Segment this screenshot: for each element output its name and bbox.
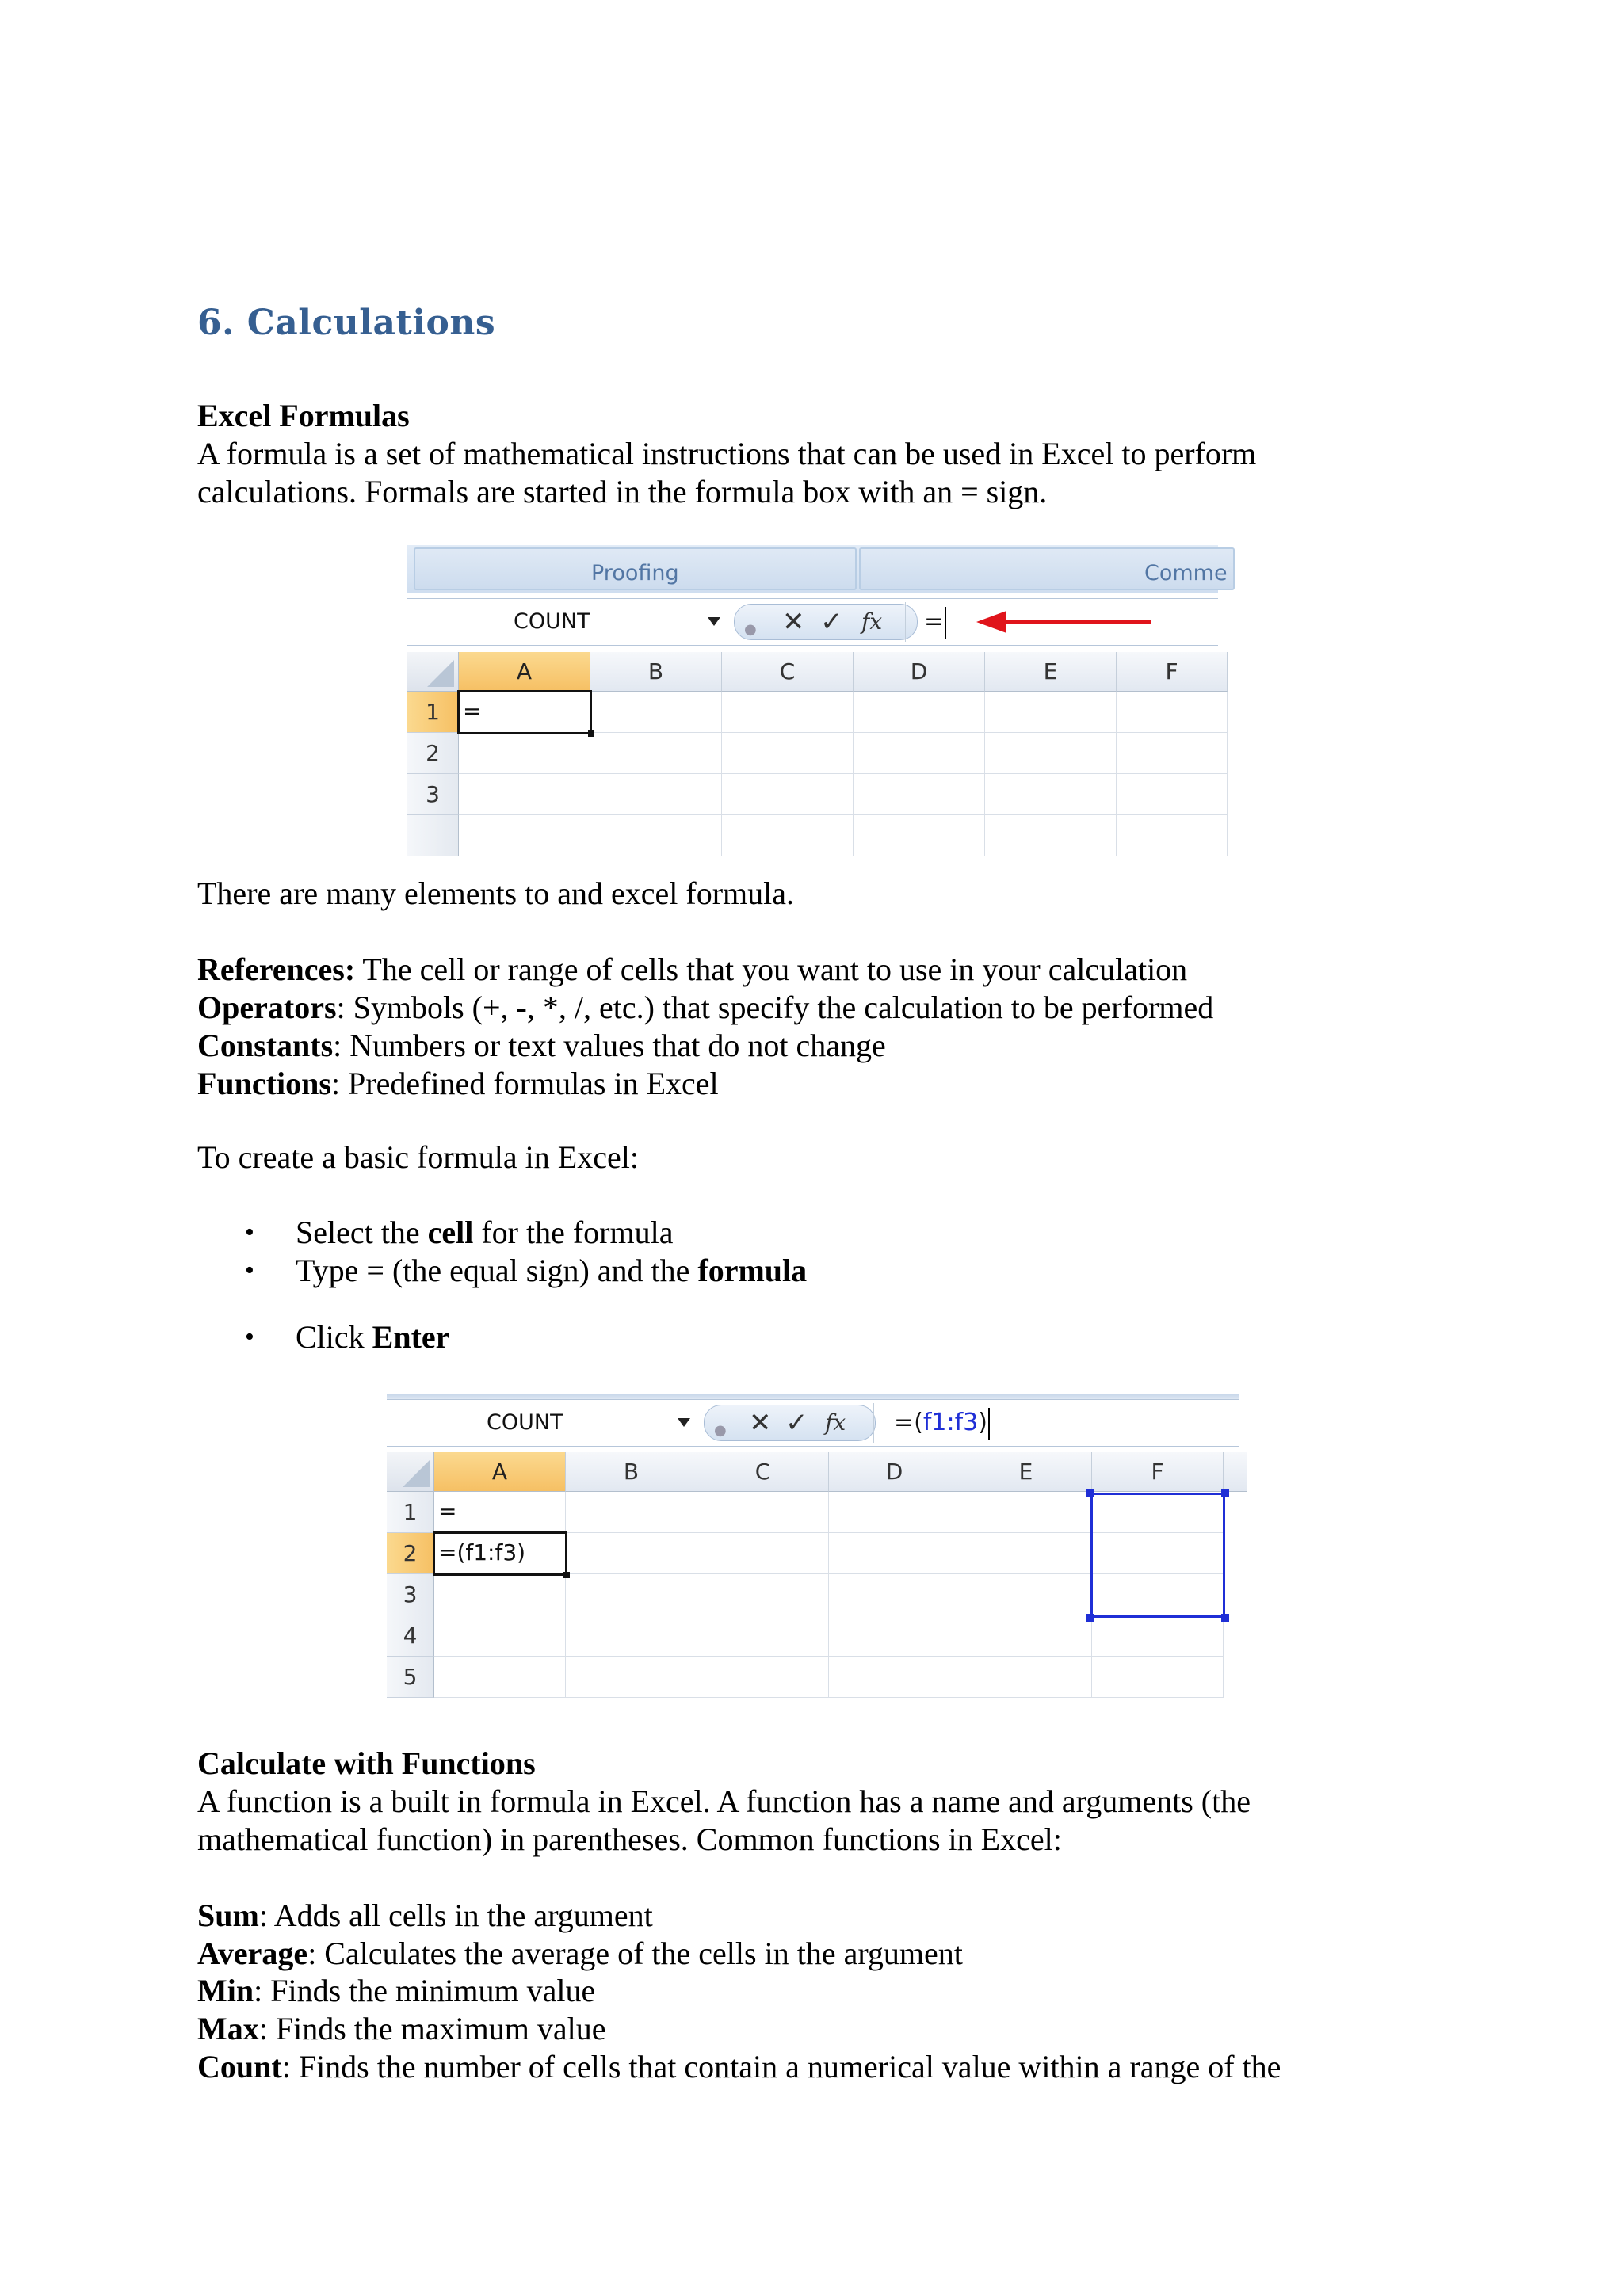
column-header-b[interactable]: B bbox=[566, 1452, 697, 1492]
formula-bar bbox=[387, 1399, 1239, 1447]
function-definition: Sum: Adds all cells in the argument bbox=[197, 1897, 653, 1933]
ribbon bbox=[407, 545, 1228, 593]
cell[interactable] bbox=[566, 1615, 697, 1657]
cell[interactable] bbox=[960, 1492, 1092, 1533]
list-item: • Click Enter bbox=[197, 1318, 807, 1356]
cell[interactable] bbox=[854, 774, 985, 815]
row-header-3[interactable]: 3 bbox=[407, 774, 459, 815]
section-title-excel-formulas: Excel Formulas bbox=[197, 398, 410, 433]
formula-bar bbox=[407, 598, 1218, 646]
cell[interactable] bbox=[854, 692, 985, 733]
formula-input[interactable]: = bbox=[924, 599, 946, 645]
cell[interactable] bbox=[722, 815, 854, 856]
function-definition: Count: Finds the number of cells that contain a numerical value within a range of the bbox=[197, 2049, 1281, 2084]
range-selection-f1-f3 bbox=[1090, 1493, 1225, 1618]
function-definition: Average: Calculates the average of the cells in the argument bbox=[197, 1936, 963, 1971]
column-header-c[interactable]: C bbox=[722, 652, 854, 692]
enter-check-icon[interactable]: ✓ bbox=[820, 606, 843, 638]
name-box[interactable]: COUNT bbox=[487, 1410, 563, 1435]
cell[interactable] bbox=[697, 1657, 829, 1698]
column-header-a[interactable]: A bbox=[459, 652, 590, 692]
cancel-icon[interactable]: ✕ bbox=[782, 606, 805, 638]
range-handle[interactable] bbox=[1086, 1489, 1094, 1497]
ribbon-group-label: Proofing bbox=[591, 561, 679, 585]
row-header-5[interactable]: 5 bbox=[387, 1657, 434, 1698]
cell[interactable] bbox=[566, 1657, 697, 1698]
ribbon-group-label: Comme bbox=[1144, 561, 1228, 585]
function-definition: Max: Finds the maximum value bbox=[197, 2011, 606, 2046]
row-header-4[interactable]: 4 bbox=[387, 1615, 434, 1657]
active-cell-border bbox=[457, 690, 592, 734]
column-header-c[interactable]: C bbox=[697, 1452, 829, 1492]
element-definition: Operators: Symbols (+, -, *, /, etc.) that specify the calculation to be performed bbox=[197, 990, 1214, 1025]
cell-a2[interactable]: =(f1:f3) bbox=[434, 1533, 566, 1574]
column-header-f[interactable]: F bbox=[1092, 1452, 1224, 1492]
cell[interactable] bbox=[590, 733, 722, 774]
cell[interactable] bbox=[829, 1533, 960, 1574]
cell[interactable] bbox=[854, 733, 985, 774]
row-header-4[interactable] bbox=[407, 815, 459, 856]
paragraph-line: A function is a built in formula in Excel. A function has a name and arguments (the bbox=[197, 1783, 1251, 1819]
cell[interactable] bbox=[985, 815, 1117, 856]
red-arrow-icon bbox=[976, 610, 1152, 634]
paragraph-line: calculations. Formals are started in the formula box with an = sign. bbox=[197, 474, 1048, 509]
grip-icon: ● bbox=[714, 1422, 727, 1439]
cell[interactable] bbox=[829, 1657, 960, 1698]
cell[interactable] bbox=[434, 1657, 566, 1698]
cell[interactable] bbox=[697, 1533, 829, 1574]
row-header-1[interactable]: 1 bbox=[387, 1492, 434, 1533]
range-handle[interactable] bbox=[1221, 1614, 1229, 1622]
column-header-e[interactable]: E bbox=[960, 1452, 1092, 1492]
cell[interactable] bbox=[960, 1657, 1092, 1698]
row-header-3[interactable]: 3 bbox=[387, 1574, 434, 1615]
column-header-e[interactable]: E bbox=[985, 652, 1117, 692]
chevron-down-icon[interactable] bbox=[708, 617, 720, 626]
cancel-icon[interactable]: ✕ bbox=[749, 1407, 772, 1439]
cell[interactable] bbox=[1092, 1615, 1224, 1657]
range-handle[interactable] bbox=[1086, 1614, 1094, 1622]
cell[interactable] bbox=[566, 1492, 697, 1533]
cell[interactable] bbox=[697, 1574, 829, 1615]
ribbon-group-comments bbox=[859, 547, 1235, 590]
cell[interactable] bbox=[722, 774, 854, 815]
active-cell-border bbox=[433, 1531, 567, 1576]
cell[interactable] bbox=[459, 774, 590, 815]
excel-screenshot-range-formula bbox=[387, 1394, 1239, 1705]
column-header-g[interactable] bbox=[1224, 1452, 1247, 1492]
formula-buttons bbox=[704, 1405, 876, 1441]
cell-a1[interactable]: = bbox=[434, 1492, 566, 1533]
cell-a1[interactable]: = bbox=[459, 692, 590, 733]
divider bbox=[905, 602, 906, 642]
section-title-calculate-with-functions: Calculate with Functions bbox=[197, 1745, 536, 1781]
cell[interactable] bbox=[590, 774, 722, 815]
steps-list bbox=[197, 1214, 807, 1356]
cell[interactable] bbox=[1117, 774, 1228, 815]
function-definition: Min: Finds the minimum value bbox=[197, 1973, 596, 2008]
formula-input[interactable]: =(f1:f3) bbox=[894, 1400, 990, 1446]
excel-screenshot-formula-bar bbox=[407, 545, 1228, 834]
column-header-f[interactable]: F bbox=[1117, 652, 1228, 692]
cell[interactable] bbox=[434, 1574, 566, 1615]
chevron-down-icon[interactable] bbox=[678, 1418, 690, 1427]
cell[interactable] bbox=[566, 1574, 697, 1615]
column-header-d[interactable]: D bbox=[854, 652, 985, 692]
enter-check-icon[interactable]: ✓ bbox=[785, 1407, 808, 1439]
paragraph-line: mathematical function) in parentheses. Common functions in Excel: bbox=[197, 1821, 1062, 1857]
cell[interactable] bbox=[1092, 1657, 1224, 1698]
cell[interactable] bbox=[960, 1615, 1092, 1657]
column-header-d[interactable]: D bbox=[829, 1452, 960, 1492]
divider bbox=[873, 1403, 874, 1443]
grip-icon: ● bbox=[744, 621, 757, 638]
name-box[interactable]: COUNT bbox=[514, 609, 590, 634]
formula-buttons bbox=[734, 604, 918, 640]
select-all-corner[interactable] bbox=[407, 652, 459, 692]
cell[interactable] bbox=[1117, 815, 1228, 856]
column-header-b[interactable]: B bbox=[590, 652, 722, 692]
range-handle[interactable] bbox=[1221, 1489, 1229, 1497]
cell[interactable] bbox=[829, 1492, 960, 1533]
cell[interactable] bbox=[829, 1615, 960, 1657]
ribbon-group-proofing bbox=[414, 547, 857, 590]
element-definition: References: The cell or range of cells that you want to use in your calculation bbox=[197, 952, 1188, 987]
cell[interactable] bbox=[960, 1533, 1092, 1574]
cell[interactable] bbox=[722, 692, 854, 733]
row-header-2[interactable]: 2 bbox=[387, 1533, 434, 1574]
cell[interactable] bbox=[1117, 692, 1228, 733]
row-header-2[interactable]: 2 bbox=[407, 733, 459, 774]
element-definition: Constants: Numbers or text values that do not change bbox=[197, 1028, 886, 1063]
cell[interactable] bbox=[985, 733, 1117, 774]
cell[interactable] bbox=[566, 1533, 697, 1574]
list-item: • Type = (the equal sign) and the formula bbox=[197, 1252, 807, 1290]
paragraph-line: A formula is a set of mathematical instructions that can be used in Excel to perform bbox=[197, 436, 1257, 471]
create-intro: To create a basic formula in Excel: bbox=[197, 1139, 639, 1175]
cell[interactable] bbox=[1117, 733, 1228, 774]
insert-function-icon[interactable]: fx bbox=[861, 608, 883, 635]
list-item: • Select the cell for the formula bbox=[197, 1214, 807, 1252]
cell[interactable] bbox=[722, 733, 854, 774]
cell[interactable] bbox=[697, 1615, 829, 1657]
page-title: 6. Calculations bbox=[197, 303, 496, 343]
row-header-1[interactable]: 1 bbox=[407, 692, 459, 733]
cell[interactable] bbox=[829, 1574, 960, 1615]
cell[interactable] bbox=[434, 1615, 566, 1657]
cell[interactable] bbox=[854, 815, 985, 856]
cell[interactable] bbox=[960, 1574, 1092, 1615]
cell[interactable] bbox=[985, 692, 1117, 733]
cell[interactable] bbox=[590, 692, 722, 733]
cell[interactable] bbox=[590, 815, 722, 856]
elements-intro: There are many elements to and excel formula. bbox=[197, 875, 794, 911]
element-definition: Functions: Predefined formulas in Excel bbox=[197, 1066, 719, 1101]
cell[interactable] bbox=[985, 774, 1117, 815]
cell[interactable] bbox=[459, 815, 590, 856]
cell[interactable] bbox=[459, 733, 590, 774]
select-all-corner[interactable] bbox=[387, 1452, 434, 1492]
insert-function-icon[interactable]: fx bbox=[825, 1409, 846, 1436]
column-header-a[interactable]: A bbox=[434, 1452, 566, 1492]
cell[interactable] bbox=[697, 1492, 829, 1533]
